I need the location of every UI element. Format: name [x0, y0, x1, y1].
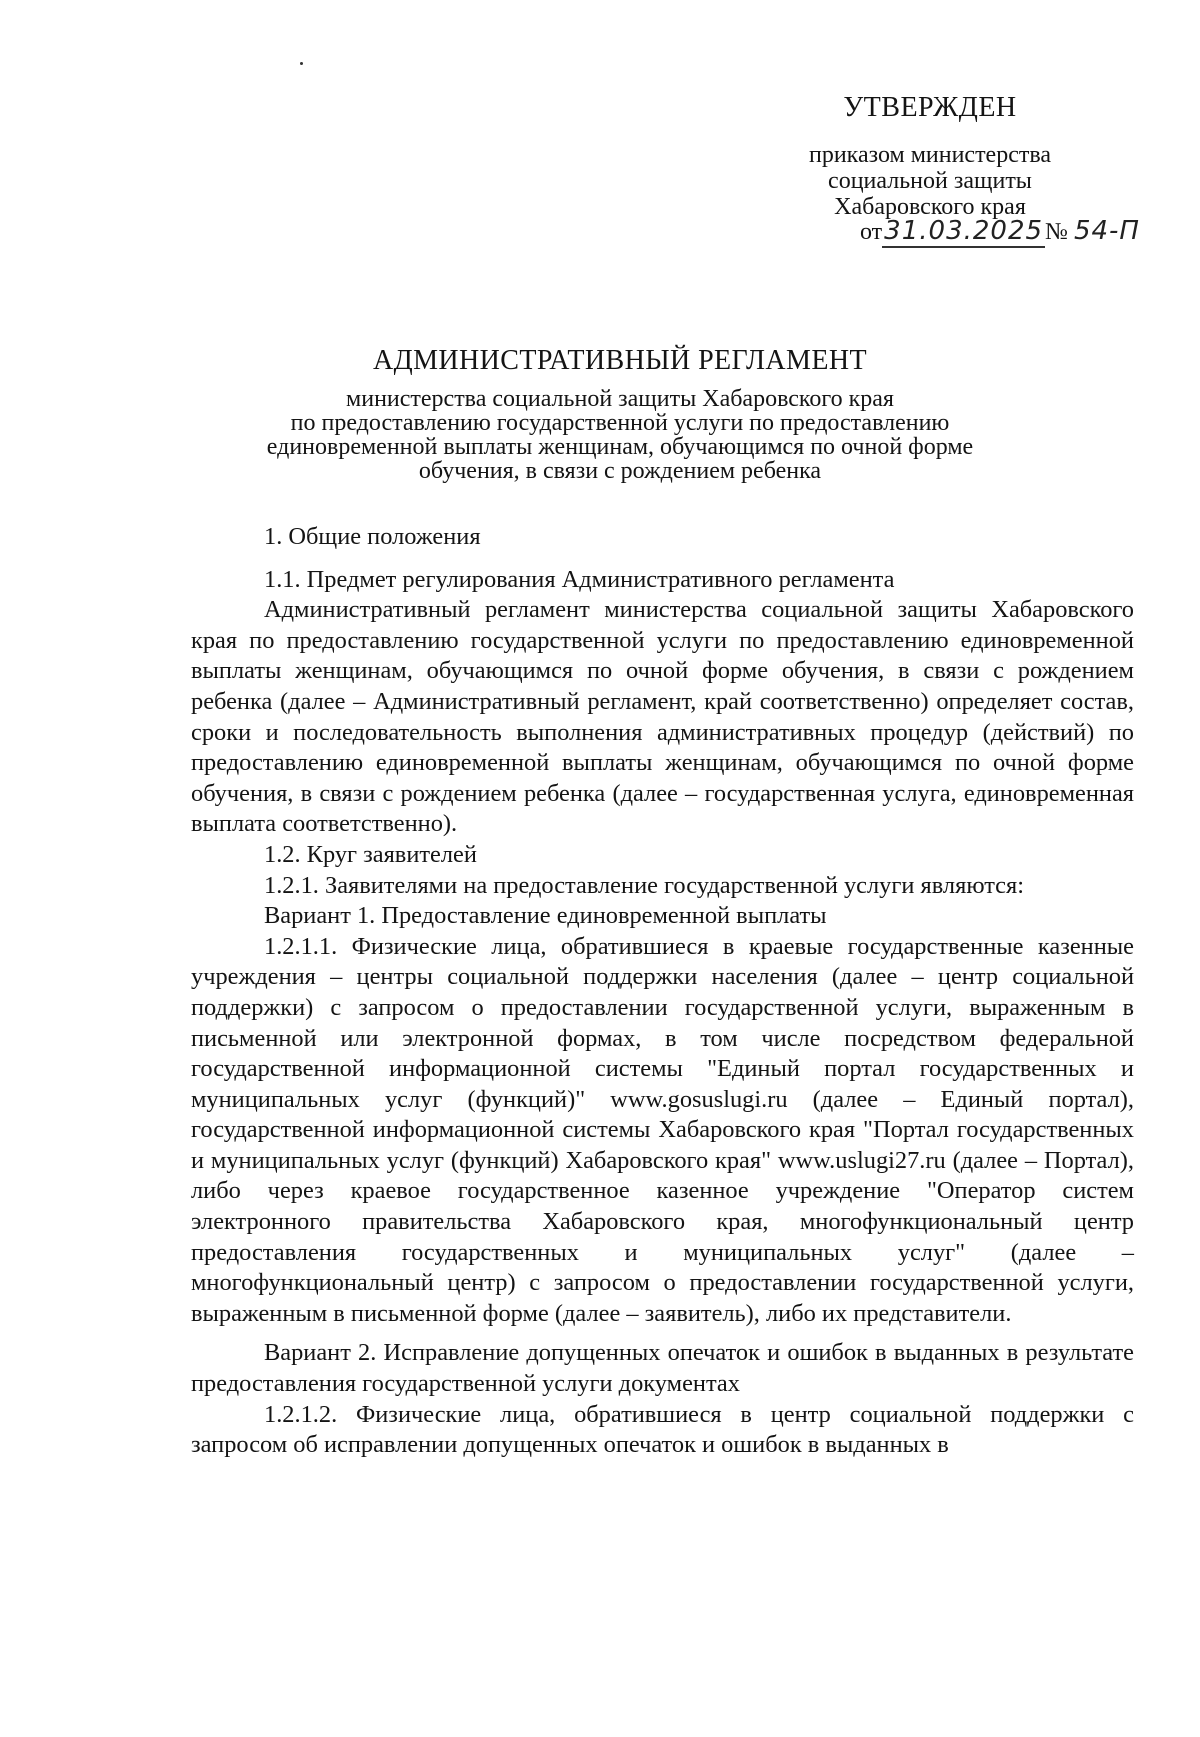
approval-date-number: [760, 218, 1170, 245]
paragraph-1-2-1-2: 1.2.1.2. Физические лица, обратившиеся в центр социальной поддержки с запросом об исправлении допущенных опечаток и ошибок в выданных в: [191, 1400, 1134, 1459]
paragraph-1-2-1: 1.2.1. Заявителями на предоставление государственной услуги являются:: [264, 871, 1024, 899]
handwritten-number: 54-П: [1073, 216, 1140, 246]
paragraph-1-2-1-1: 1.2.1.1. Физические лица, обратившиеся в краевые государственные казенные учреждения – центры социальной поддержки населения (далее – центр социальной поддержки) с запросом о предоставлении государственной услуги, выраженным в письменной или электронной формах, в том числе посредством федеральной государственной информационной системы "Единый портал государственных и муниципальных услуг (функций)" www.gosuslugi.ru (далее – Единый портал), государственной информационной системы Хабаровского края "Портал государственных и муниципальных услуг (функций) Хабаровского края" www.uslugi27.ru (далее – Портал), либо через краевое государственное казенное учреждение "Оператор систем электронного правительства Хабаровского края, многофункциональный центр предоставления государственных и муниципальных услуг" (далее – многофункциональный центр) с запросом о предоставлении государственной услуги, выраженным в письменной форме (далее – заявитель), либо их представители.: [191, 932, 1134, 1327]
title-subline-3: единовременной выплаты женщинам, обучающимся по очной форме: [266, 434, 974, 460]
document-title-block: [190, 345, 1050, 483]
approved-label: УТВЕРЖДЕН: [843, 92, 1017, 123]
scan-speck: [300, 62, 303, 65]
document-body: [191, 522, 1134, 1461]
subsection-heading-1-2: 1.2. Круг заявителей: [264, 840, 477, 868]
title-subline-4: обучения, в связи с рождением ребенка: [418, 458, 822, 484]
approval-line-order: приказом министерства: [808, 142, 1052, 168]
number-prefix: №: [1045, 219, 1068, 245]
handwritten-date: 31.03.2025: [884, 216, 1044, 246]
document-title: АДМИНИСТРАТИВНЫЙ РЕГЛАМЕНТ: [373, 345, 867, 376]
date-prefix: от: [860, 219, 883, 245]
subsection-heading-1-1: 1.1. Предмет регулирования Административного регламента: [264, 565, 895, 593]
section-heading-general: 1. Общие положения: [264, 523, 481, 550]
variant-1-heading: Вариант 1. Предоставление единовременной выплаты: [264, 902, 827, 930]
paragraph-1-1: Административный регламент министерства социальной защиты Хабаровского края по предоставлению государственной услуги по предоставлению единовременной выплаты женщинам, обучающимся по очной форме обучения, в связи с рождением ребенка (далее – Административный регламент, край соответственно) определяет состав, сроки и последовательность выполнения административных процедур (действий) по предоставлению единовременной выплаты женщинам, обучающимся по очной форме обучения, в связи с рождением ребенка (далее – государственная услуга, единовременная выплата соответственно).: [191, 596, 1134, 838]
variant-2-heading: Вариант 2. Исправление допущенных опечаток и ошибок в выданных в результате предоставления государственной услуги документах: [191, 1339, 1134, 1398]
approval-line-ministry: социальной защиты: [828, 168, 1032, 194]
title-subline-2: по предоставлению государственной услуги по предоставлению: [290, 410, 950, 436]
approval-line-region: Хабаровского края: [834, 194, 1026, 220]
title-subline-1: министерства социальной защиты Хабаровского края: [346, 386, 894, 412]
